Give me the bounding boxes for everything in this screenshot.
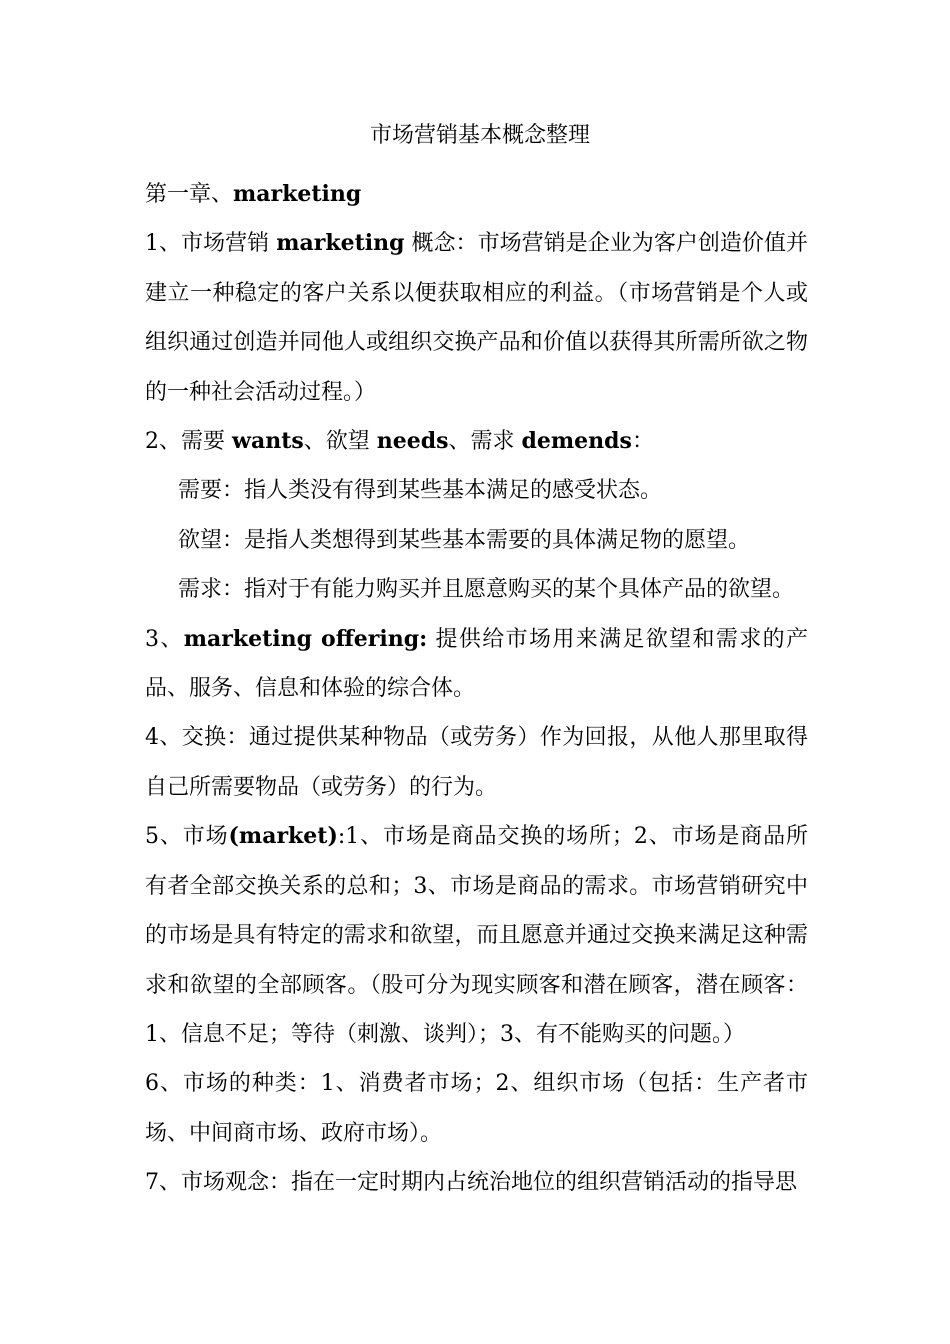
- paragraph-5: [145, 812, 808, 1059]
- definition-demand: 需求：指对于有能力购买并且愿意购买的某个具体产品的欲望。: [178, 577, 795, 603]
- paragraph-2-term-demends: demends: [521, 428, 632, 455]
- document-body: [145, 170, 808, 1208]
- paragraph-3-term: marketing offering:: [183, 625, 428, 652]
- chapter-prefix: 第一章、: [145, 182, 234, 207]
- chapter-heading: [145, 170, 808, 219]
- paragraph-2-end: ：: [631, 429, 654, 455]
- definition-need: 需要：指人类没有得到某些基本满足的感受状态。: [178, 478, 663, 504]
- paragraph-2-num: 2、需要: [145, 429, 232, 455]
- paragraph-2-mid-1: 、欲望: [303, 429, 377, 455]
- paragraph-2-term-needs: needs: [376, 428, 449, 455]
- paragraph-2-term-wants: wants: [232, 428, 304, 455]
- paragraph-5-num: 5、市场: [145, 824, 229, 850]
- paragraph-5-term: (market): [228, 823, 338, 850]
- chapter-term: marketing: [233, 181, 362, 207]
- paragraph-5-text: :1、市场是商品交换的场所；2、市场是商品所有者全部交换关系的总和；3、市场是商品的需求。市场营销研究中的市场是具有特定的需求和欲望，而且愿意并通过交换来满足这种需求和欲望的全部顾客。（股可分为现实顾客和潜在顾客，潜在顾客：1、信息不足；等待（刺激、谈判）；3、有不能购买的问题。）: [145, 824, 808, 1047]
- paragraph-6: 6、市场的种类：1、消费者市场；2、组织市场（包括：生产者市场、中间商市场、政府市场）。: [145, 1071, 808, 1146]
- paragraph-4: 4、交换：通过提供某种物品（或劳务）作为回报，从他人那里取得自己所需要物品（或劳务）的行为。: [145, 725, 808, 800]
- paragraph-1-text: 概念：市场营销是企业为客户创造价值并建立一种稳定的客户关系以便获取相应的利益。（市场营销是个人或组织通过创造并同他人或组织交换产品和价值以获得其所需所欲之物的一种社会活动过程。）: [145, 231, 808, 405]
- paragraph-1-term: marketing: [276, 230, 405, 257]
- paragraph-1: [145, 219, 808, 417]
- paragraph-3-num: 3、: [145, 626, 184, 652]
- paragraph-2: [145, 417, 808, 466]
- document-title: 市场营销基本概念整理: [369, 123, 590, 148]
- definition-want: 欲望：是指人类想得到某些基本需要的具体满足物的愿望。: [178, 527, 751, 553]
- paragraph-7: 7、市场观念：指在一定时期内占统治地位的组织营销活动的指导思: [145, 1170, 797, 1196]
- paragraph-3-text: 提供给市场用来满足欲望和需求的产品、服务、信息和体验的综合体。: [145, 626, 809, 702]
- paragraph-2-mid-2: 、需求: [448, 429, 522, 455]
- paragraph-1-num: 1、市场营销: [145, 231, 277, 257]
- paragraph-3: [145, 615, 808, 714]
